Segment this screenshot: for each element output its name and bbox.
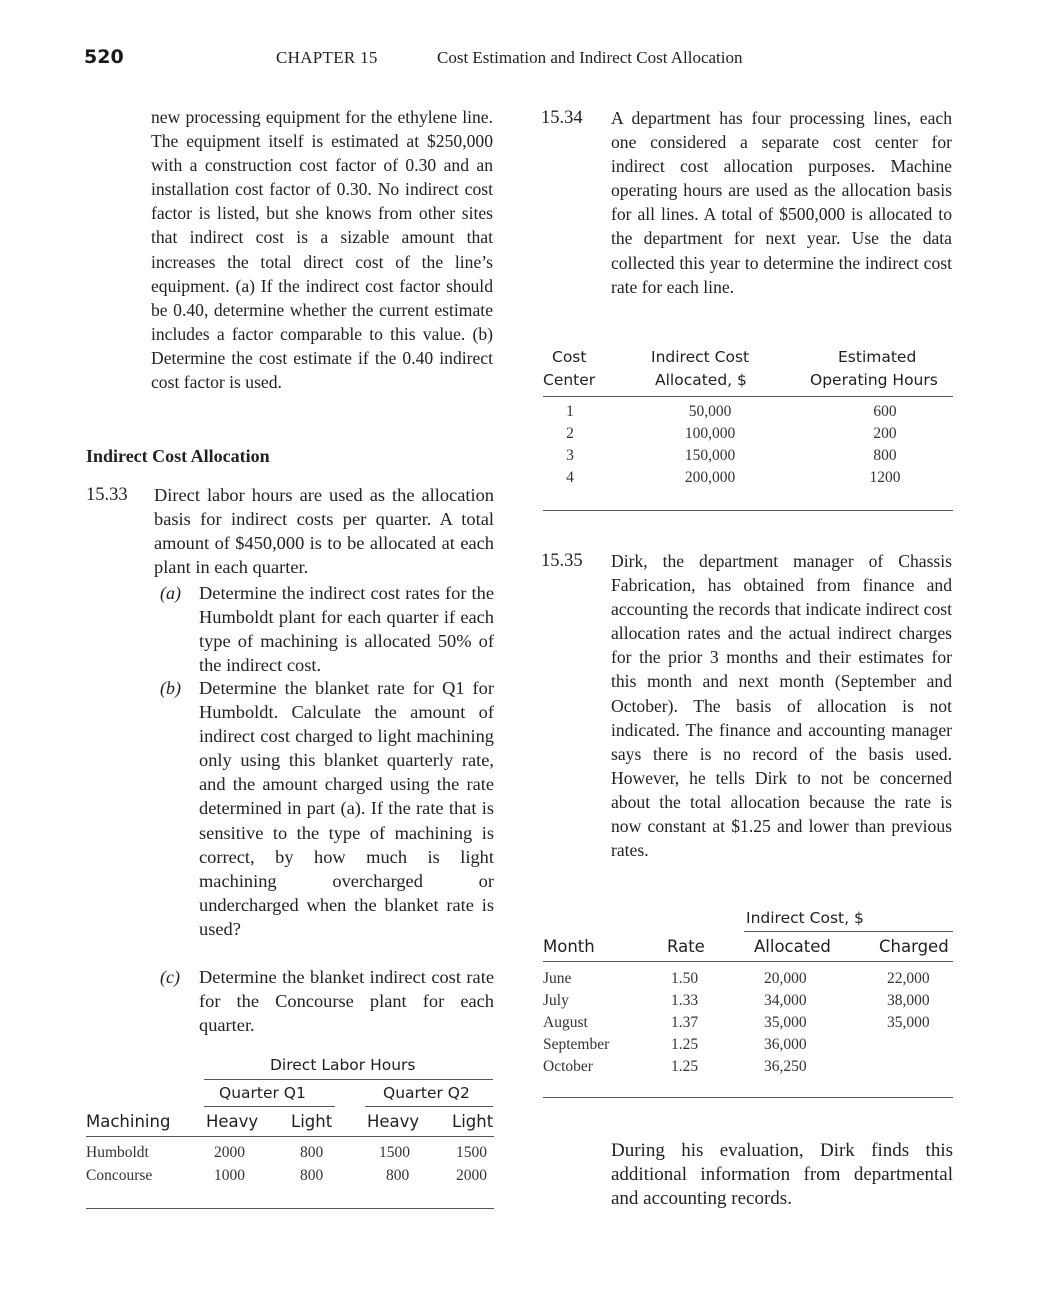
item-b-text: Determine the blanket rate for Q1 for Humboldt. Calculate the amount of indirect cost charged to light machining only using this blanket quarterly rate, and the amount charged using the rate determined in part (a). If the rate that is sensitive to the type of machining is correct, by how much is light machining overcharged or undercharged when the blanket rate is used? [199, 678, 494, 939]
table-15-34-header-rule [543, 396, 953, 397]
table-cell: 1 [566, 403, 574, 420]
col-header-indirect-cost-2: Allocated, $ [655, 371, 747, 389]
problem-number-15-33: 15.33 [86, 485, 128, 505]
table-cell: 22,000 [887, 970, 930, 987]
table-cell: 1.50 [671, 970, 699, 987]
col-header-cost-center-1: Cost [552, 348, 587, 366]
table-cell: 20,000 [764, 970, 807, 987]
table-cell: 50,000 [688, 403, 732, 420]
item-a [199, 581, 494, 677]
table-cell: 4 [566, 469, 574, 486]
item-c [199, 965, 494, 1037]
carry-over-paragraph [151, 105, 493, 394]
col-header-light-q2: Light [452, 1112, 494, 1131]
table-cell-month: June [543, 970, 572, 987]
col-header-machining: Machining [86, 1112, 171, 1131]
table-cell: 1.25 [671, 1058, 699, 1075]
col-header-cost-center-2: Center [543, 371, 596, 389]
table-cell: 2 [566, 425, 574, 442]
item-b [199, 676, 494, 941]
item-c-label: (c) [160, 967, 180, 987]
problem-number-15-35: 15.35 [541, 551, 583, 571]
col-header-light-q1: Light [291, 1112, 333, 1131]
col-header-estimated-2: Operating Hours [810, 371, 938, 389]
table-cell: 800 [386, 1167, 410, 1184]
col-header-heavy-q2: Heavy [367, 1112, 420, 1131]
section-heading: Indirect Cost Allocation [86, 446, 270, 466]
table-15-33-q1-rule [204, 1106, 335, 1107]
table-15-33-quarter1: Quarter Q1 [219, 1084, 306, 1102]
problem-15-35-text: Dirk, the department manager of Chassis Fabrication, has obtained from finance and accounting the records that indicate indirect cost allocation rates and the actual indirect charges for the prior 3 months and their estimates for this month and next month (September and October). The basis of allocation is not indicated. The finance and accounting manager says there is no record of the basis used. However, he tells Dirk to not be concerned about the total allocation because the rate is now constant at $1.25 and lower than previous rates. [611, 551, 952, 861]
table-cell: 1.37 [671, 1014, 699, 1031]
chapter-label: CHAPTER 15 [276, 48, 378, 67]
table-cell: 600 [873, 403, 897, 420]
table-cell: 2000 [214, 1144, 245, 1161]
table-cell: 1.33 [671, 992, 699, 1009]
table-15-33-group-title: Direct Labor Hours [270, 1056, 416, 1074]
col-header-month: Month [543, 937, 595, 956]
table-15-33-quarter2: Quarter Q2 [383, 1084, 470, 1102]
chapter-title: Cost Estimation and Indirect Cost Allocation [437, 48, 743, 67]
table-15-35-group-rule [744, 931, 953, 932]
table-15-33-header-rule [86, 1136, 494, 1137]
col-header-rate: Rate [667, 937, 705, 956]
problem-15-33-intro-text: Direct labor hours are used as the allocation basis for indirect costs per quarter. A total amount of $450,000 is to be allocated at each plant in each quarter. [154, 485, 494, 578]
item-a-label: (a) [160, 583, 181, 603]
table-cell: 36,250 [764, 1058, 807, 1075]
problem-15-34 [611, 106, 952, 299]
page-number: 520 [84, 46, 124, 68]
table-cell: 38,000 [887, 992, 930, 1009]
table-cell: 1.25 [671, 1036, 699, 1053]
table-15-33-bottom-rule [86, 1208, 494, 1209]
table-cell: 800 [300, 1167, 324, 1184]
table-cell: 1000 [214, 1167, 245, 1184]
table-cell: 100,000 [684, 425, 736, 442]
problem-15-33-intro [154, 483, 494, 579]
table-cell-month: September [543, 1036, 610, 1053]
table-cell-plant: Humboldt [86, 1144, 149, 1161]
col-header-indirect-cost-1: Indirect Cost [651, 348, 750, 366]
col-header-estimated-1: Estimated [838, 348, 917, 366]
table-cell: 200,000 [684, 469, 736, 486]
table-cell: 35,000 [887, 1014, 930, 1031]
table-cell-month: July [543, 992, 569, 1009]
item-c-text: Determine the blanket indirect cost rate for the Concourse plant for each quarter. [199, 967, 494, 1036]
table-15-33-q2-rule [365, 1106, 493, 1107]
table-cell: 34,000 [764, 992, 807, 1009]
problem-number-15-34: 15.34 [541, 108, 583, 128]
table-cell: 800 [873, 447, 897, 464]
table-15-35-header-rule [543, 961, 953, 962]
table-cell: 1500 [456, 1144, 487, 1161]
carry-over-text: new processing equipment for the ethylene line. The equipment itself is estimated at $250,000 with a construction cost factor of 0.30 and an installation cost factor of 0.30. No indirect cost factor is listed, but she knows from other sites that indirect cost is a sizable amount that increases the total direct cost of the line’s equipment. (a) If the indirect cost factor should be 0.40, determine whether the current estimate includes a factor comparable to this value. (b) Determine the cost estimate if the 0.40 indirect cost factor is used. [151, 107, 493, 393]
table-cell: 800 [300, 1144, 324, 1161]
table-cell-month: October [543, 1058, 593, 1075]
col-header-heavy-q1: Heavy [206, 1112, 259, 1131]
closing-paragraph [611, 1139, 953, 1211]
table-cell: 150,000 [684, 447, 736, 464]
table-cell: 3 [566, 447, 574, 464]
problem-15-34-text: A department has four processing lines, each one considered a separate cost center for indirect cost allocation purposes. Machine operating hours are used as the allocation basis for all lines. A total of $500,000 is allocated to the department for next year. Use the data collected this year to determine the indirect cost rate for each line. [611, 108, 952, 297]
table-cell-plant: Concourse [86, 1167, 153, 1184]
problem-15-35 [611, 549, 952, 862]
table-cell: 36,000 [764, 1036, 807, 1053]
table-cell: 1200 [869, 469, 901, 486]
item-a-text: Determine the indirect cost rates for the Humboldt plant for each quarter if each type of machining is allocated 50% of the indirect cost. [199, 583, 494, 676]
table-cell: 35,000 [764, 1014, 807, 1031]
table-15-35-bottom-rule [543, 1097, 953, 1098]
col-header-charged: Charged [879, 937, 949, 956]
table-cell: 1500 [379, 1144, 410, 1161]
table-cell-month: August [543, 1014, 588, 1031]
table-15-35-group-title: Indirect Cost, $ [746, 909, 864, 927]
closing-text: During his evaluation, Dirk finds this additional information from departmental and accounting records. [611, 1140, 953, 1209]
table-cell: 2000 [456, 1167, 487, 1184]
table-15-34-bottom-rule [543, 510, 953, 511]
col-header-allocated: Allocated [754, 937, 831, 956]
table-15-33-group-rule [204, 1079, 493, 1080]
table-cell: 200 [873, 425, 897, 442]
item-b-label: (b) [160, 678, 181, 698]
